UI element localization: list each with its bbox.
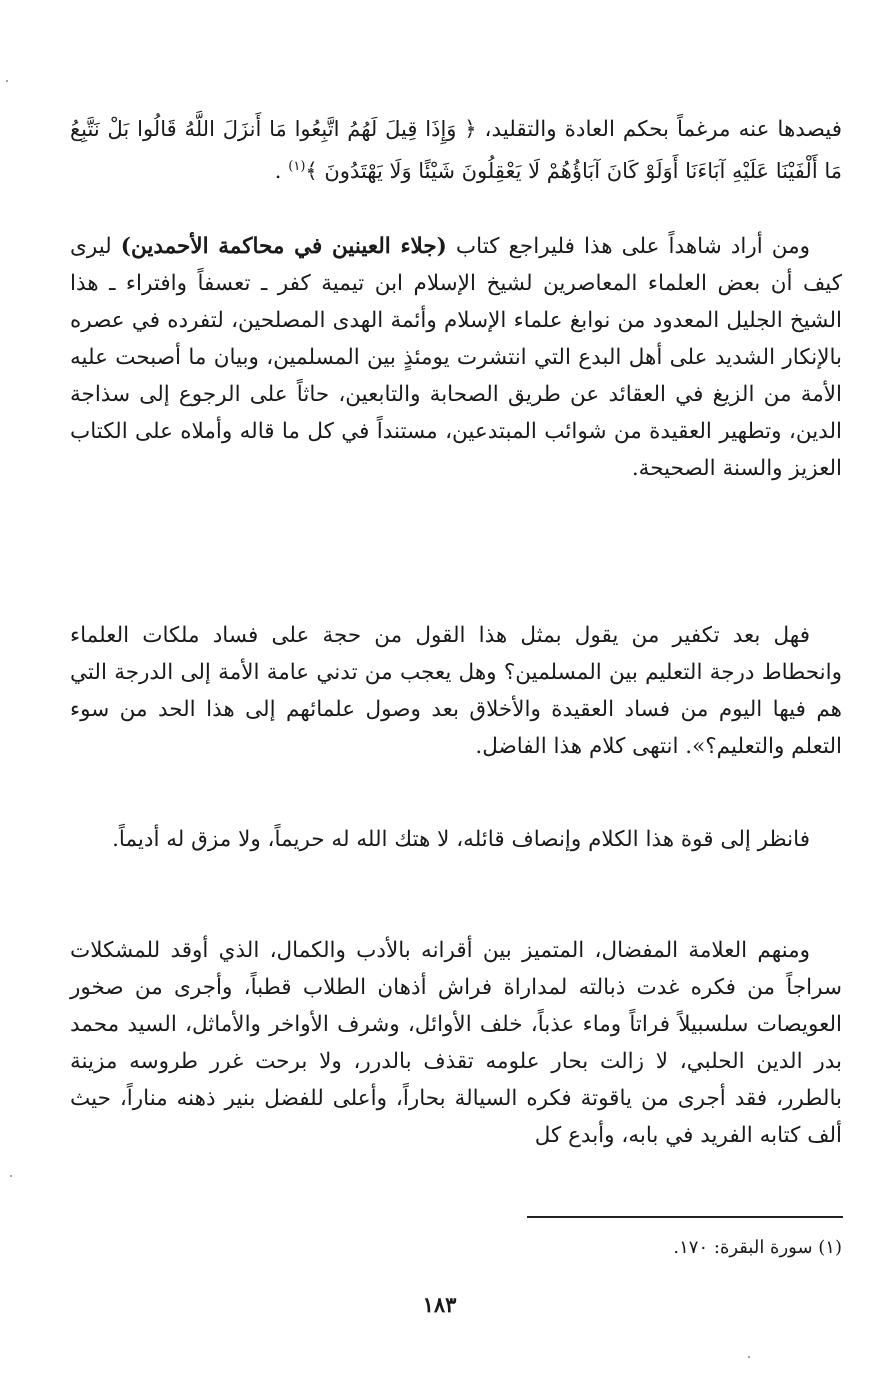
paragraph-text-continued: ليرى كيف أن بعض العلماء المعاصرين لشيخ الإسلام ابن تيمية كفر ـ تعسفاً وافتراء ـ هذا الشيخ الجليل المعدود من نوابغ علماء الإسلام وأئمة الهدى المصلحين، لتفرده في عصره بالإنكار الشديد على أهل البدع التي انتشرت يومئذٍ بين المسلمين، وبيان ما أصبحت عليه الأمة من الزيغ في العقائد عن طريق الصحابة والتابعين، حاثاً على الرجوع إلى سذاجة الدين، وتطهير العقيدة من شوائب المبتدعين، مستنداً في كل ما قاله وأملاه على الكتاب العزيز والسنة الصحيحة. [70, 234, 842, 481]
book-title: (جلاء العينين في محاكمة الأحمدين) [120, 234, 447, 259]
footnote-divider [527, 1216, 843, 1218]
paragraph-text: فهل بعد تكفير من يقول بمثل هذا القول من حجة على فساد ملكات العلماء وانحطاط درجة التعليم بين المسلمين؟ وهل يعجب من تدني عامة الأمة إلى الدرجة التي هم فيها اليوم من فساد العقيدة والأخلاق بعد وصول علمائهم إلى هذا الحد من سوء التعلم والتعليم؟». انتهى كلام هذا الفاضل. [70, 623, 842, 759]
page-number: ١٨٣ [422, 1292, 457, 1317]
footnote: (١) سورة البقرة: ١٧٠. [673, 1237, 842, 1258]
paragraph-scholar [70, 932, 842, 1154]
quran-verse: ﴿ وَإِذَا قِيلَ لَهُمُ اتَّبِعُوا مَا أَنزَلَ اللَّهُ قَالُوا بَلْ نَتَّبِعُ مَا أَلْفَيْنَا عَلَيْهِ آبَاءَنَا أَوَلَوْ كَانَ آبَاؤُهُمْ لَا يَعْقِلُونَ شَيْئًا وَلَا يَهْتَدُونَ ﴾ [70, 117, 842, 184]
paragraph-text: ومنهم العلامة المفضال، المتميز بين أقرانه بالأدب والكمال، الذي أوقد للمشكلات سراجاً من فكره غدت ذبالته لمداراة فراش أذهان الطلاب قطباً، وأجرى من صخور العويصات سلسبيلاً فراتاً وماء عذباً، خلف الأوائل، وشرف الأواخر والأماثل، السيد محمد بدر الدين الحلبي، لا زالت بحار علومه تقذف بالدرر، ولا برحت غرر طروسه مزينة بالطرر، فقد أجرى من ياقوتة فكره السيالة بحاراً، وأعلى للفضل بنير ذهنه مناراً، حيث ألف كتابه الفريد في بابه، وأبدع كل [70, 938, 842, 1148]
paragraph-text-end: . [274, 159, 289, 185]
paragraph-text: فيصدها عنه مرغماً بحكم العادة والتقليد، [476, 117, 842, 142]
paragraph-book-reference [70, 228, 842, 487]
paragraph-question [70, 617, 842, 765]
scan-speck [6, 80, 8, 82]
footnote-reference[interactable]: (١) [288, 159, 306, 174]
paragraph-quran-citation [70, 111, 842, 190]
paragraph-text: ومن أراد شاهداً على هذا فليراجع كتاب [446, 234, 811, 259]
scan-speck [748, 1356, 750, 1358]
paragraph-praise [70, 821, 842, 858]
paragraph-text: فانظر إلى قوة هذا الكلام وإنصاف قائله، لا هتك الله له حريماً، ولا مزق له أديماً. [112, 827, 810, 852]
scan-speck [10, 1175, 12, 1177]
